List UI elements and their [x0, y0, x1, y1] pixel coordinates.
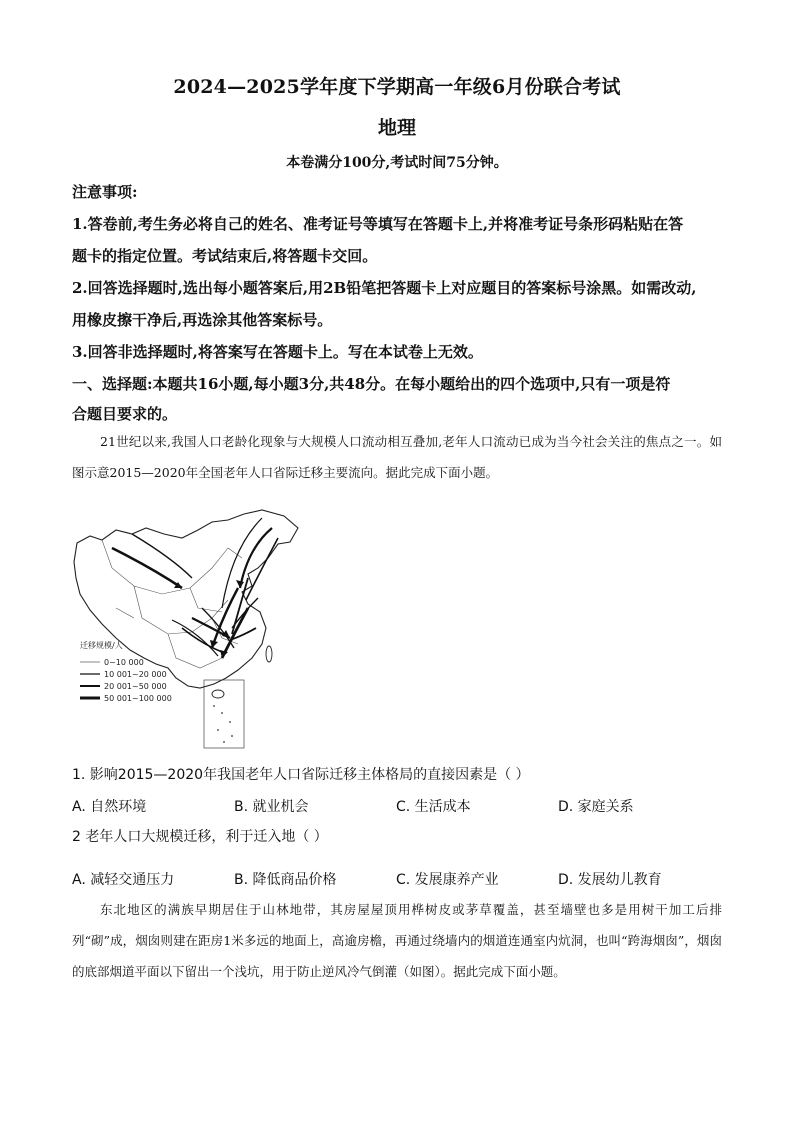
passage-1: 21世纪以来,我国人口老龄化现象与大规模人口流动相互叠加,老年人口流动已成为当今社会关注的焦点之一。如图示意2015—2020年全国老年人口省际迁移主要流向。据此完成下面小题。	[72, 434, 722, 480]
q1-option-a[interactable]: A. 自然环境	[72, 799, 147, 815]
q1-option-b[interactable]: B. 就业机会	[234, 799, 309, 815]
legend-item-2: 10 001~20 000	[104, 670, 167, 679]
q1-option-d[interactable]: D. 家庭关系	[558, 799, 634, 815]
province-lines	[102, 540, 242, 668]
map-legend	[80, 640, 172, 703]
passage-2: 东北地区的满族早期居住于山林地带，其房屋屋顶用桦树皮或茅草覆盖，甚至墙壁也多是用树干加工后排列“砌”成，烟囱则建在距房1米多远的地面上，高逾房檐，再通过绕墙内的烟道连通室内炕洞，也叫“跨海烟囱”，烟囱的底部烟道平面以下留出一个浅坑，用于防止逆风冷气倒灌（如图）。据此完成下面小题。	[72, 902, 722, 979]
hainan-island	[212, 690, 224, 698]
question-2-stem: 2 老年人口大规模迁移，利于迁入地（ ）	[72, 829, 328, 845]
note-2-line-1: 2.回答选择题时,选出每小题答案后,用2B铅笔把答题卡上对应题目的答案标号涂黑。如需改动,	[72, 279, 697, 297]
migration-map	[72, 508, 312, 753]
south-sea-frame	[204, 680, 244, 748]
q2-option-b[interactable]: B. 降低商品价格	[234, 872, 337, 888]
exam-info: 本卷满分100分,考试时间75分钟。	[286, 155, 508, 171]
note-2-line-2: 用橡皮擦干净后,再选涂其他答案标号。	[72, 311, 333, 329]
note-1-line-1: 1.答卷前,考生务必将自己的姓名、准考证号等填写在答题卡上,并将准考证号条形码粘贴在答	[72, 215, 684, 233]
note-3: 3.回答非选择题时,将答案写在答题卡上。写在本试卷上无效。	[72, 343, 483, 361]
section-1-line-1: 一、选择题:本题共16小题,每小题3分,共48分。在每小题给出的四个选项中,只有一项是符	[72, 375, 671, 393]
legend-title: 迁移规模/人	[80, 641, 123, 650]
q2-option-c[interactable]: C. 发展康养产业	[396, 872, 499, 888]
exam-title: 2024—2025学年度下学期高一年级6月份联合考试	[173, 76, 621, 98]
taiwan-island	[266, 646, 272, 662]
note-1-line-2: 题卡的指定位置。考试结束后,将答题卡交回。	[72, 247, 378, 265]
question-1-stem: 1. 影响2015—2020年我国老年人口省际迁移主体格局的直接因素是（ ）	[72, 767, 530, 783]
subject-title: 地理	[377, 117, 416, 139]
south-sea-islands	[213, 705, 233, 743]
q1-option-c[interactable]: C. 生活成本	[396, 799, 471, 815]
migration-flows	[112, 518, 278, 658]
section-1-line-2: 合题目要求的。	[72, 405, 178, 423]
legend-item-4: 50 001~100 000	[104, 694, 172, 703]
q2-option-d[interactable]: D. 发展幼儿教育	[558, 872, 662, 888]
legend-item-1: 0~10 000	[104, 658, 144, 667]
notes-heading: 注意事项:	[72, 183, 138, 201]
q2-option-a[interactable]: A. 减轻交通压力	[72, 872, 175, 888]
legend-item-3: 20 001~50 000	[104, 682, 167, 691]
